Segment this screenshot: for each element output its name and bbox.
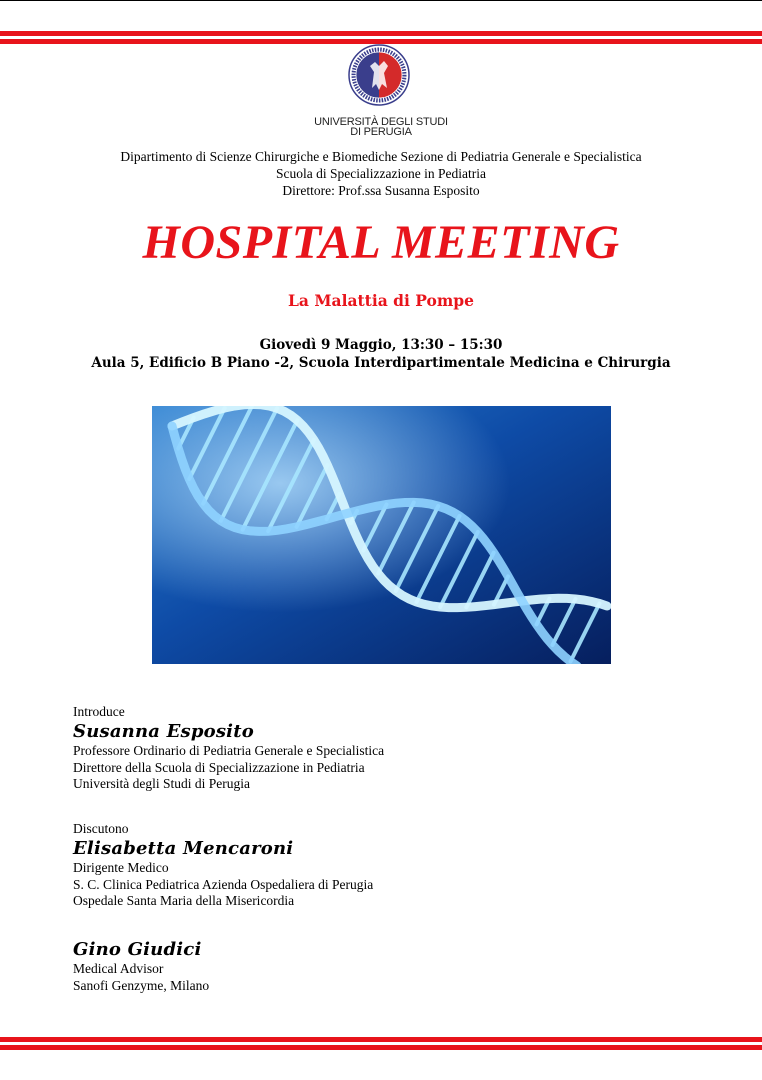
- speaker-detail: Sanofi Genzyme, Milano: [73, 977, 210, 993]
- speaker-name: Elisabetta Mencaroni: [73, 838, 294, 859]
- university-name-line-2: DI PERUGIA: [350, 126, 412, 138]
- speaker-name: Susanna Esposito: [73, 721, 254, 742]
- bottom-stripe-2: [0, 1045, 762, 1050]
- page-top-border: [0, 0, 762, 1]
- speaker-detail: Professore Ordinario di Pediatria Generale e Specialistica: [73, 743, 385, 758]
- speaker-name: Gino Giudici: [73, 939, 202, 960]
- program-item-discutono: [73, 820, 693, 910]
- speaker-detail: Ospedale Santa Maria della Misericordia: [73, 893, 295, 908]
- program-role: Introduce: [73, 704, 125, 719]
- speaker-detail: S. C. Clinica Pediatrica Azienda Ospedaliera di Perugia: [73, 876, 374, 892]
- event-datetime: Giovedì 9 Maggio, 13:30 – 15:30: [259, 337, 503, 353]
- department-line: Dipartimento di Scienze Chirurgiche e Biomediche Sezione di Pediatria Generale e Specialistica: [120, 149, 642, 164]
- event-title: HOSPITAL MEETING: [142, 216, 620, 269]
- program-role: Discutono: [73, 821, 129, 836]
- speaker-detail: Università degli Studi di Perugia: [73, 776, 250, 791]
- top-stripe-1: [0, 31, 762, 36]
- director-line: Direttore: Prof.ssa Susanna Esposito: [282, 183, 480, 198]
- program-item-introduce: [73, 703, 693, 793]
- speaker-detail: Dirigente Medico: [73, 860, 169, 875]
- program-item-guest: [73, 938, 693, 994]
- university-seal-logo: [348, 44, 410, 106]
- university-name: [281, 117, 481, 137]
- speaker-detail: Direttore della Scuola di Specializzazione in Pediatria: [73, 759, 365, 775]
- university-name-line-1: UNIVERSITÀ DEGLI STUDI: [314, 116, 448, 128]
- bottom-stripe-1: [0, 1037, 762, 1042]
- event-topic: La Malattia di Pompe: [288, 291, 474, 310]
- event-location: Aula 5, Edificio B Piano -2, Scuola Interdipartimentale Medicina e Chirurgia: [91, 355, 671, 371]
- speaker-detail: Medical Advisor: [73, 961, 164, 976]
- dna-helix-image: [152, 406, 611, 664]
- school-line: Scuola di Specializzazione in Pediatria: [276, 166, 486, 181]
